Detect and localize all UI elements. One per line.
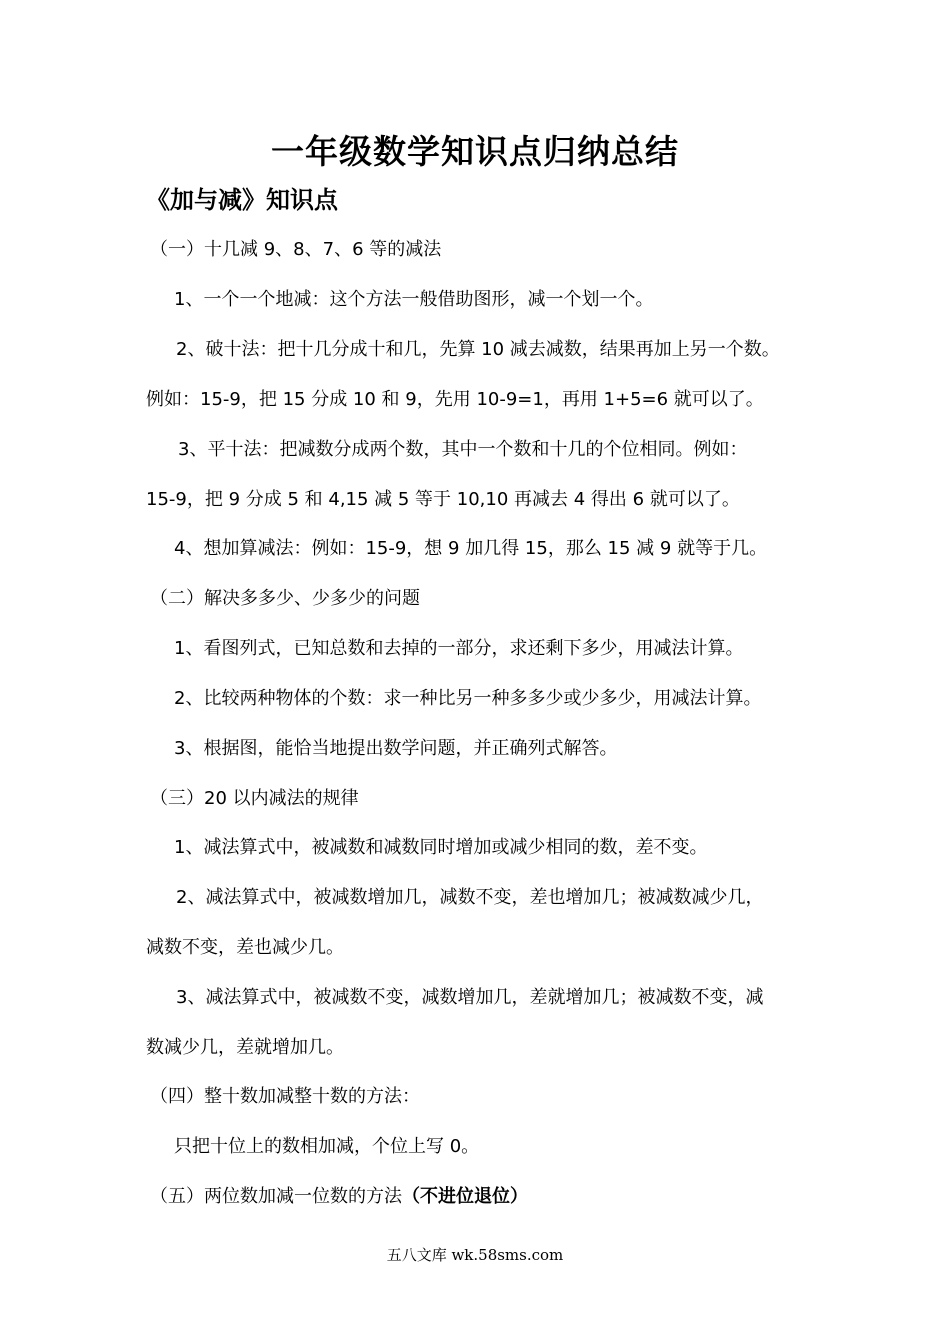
subsection-heading-3: （三）20 以内减法的规律 — [150, 788, 359, 809]
paragraph-line: 只把十位上的数相加减，个位上写 0。 — [174, 1136, 480, 1157]
subsection-heading-5-note: （不进位退位） — [402, 1186, 528, 1207]
footer-watermark: 五八文库 wk.58sms.com — [386, 1246, 564, 1264]
paragraph-line: 3、减法算式中，被减数不变，减数增加几，差就增加几；被减数不变，减 — [176, 987, 764, 1008]
paragraph-line: 3、平十法：把减数分成两个数，其中一个数和十几的个位相同。例如： — [178, 439, 748, 460]
paragraph-line: 1、减法算式中，被减数和减数同时增加或减少相同的数，差不变。 — [174, 837, 708, 858]
section-title: 《加与减》知识点 — [146, 186, 338, 214]
paragraph-line: 减数不变，差也减少几。 — [146, 937, 344, 958]
paragraph-line: 15-9，把 9 分成 5 和 4,15 减 5 等于 10,10 再减去 4 得出 6 就可以了。 — [146, 489, 740, 510]
page-title: 一年级数学知识点归纳总结 — [271, 132, 679, 171]
paragraph-line: 例如：15-9，把 15 分成 10 和 9，先用 10-9=1，再用 1+5=6 就可以了。 — [146, 389, 764, 410]
subsection-heading-5 — [150, 1183, 528, 1211]
subsection-heading-2: （二）解决多多少、少多少的问题 — [150, 588, 420, 609]
subsection-heading-4: （四）整十数加减整十数的方法： — [150, 1086, 420, 1107]
paragraph-line: 4、想加算减法：例如：15-9，想 9 加几得 15，那么 15 减 9 就等于几。 — [174, 538, 768, 559]
paragraph-line: 1、一个一个地减：这个方法一般借助图形，减一个划一个。 — [174, 289, 654, 310]
paragraph-line: 2、比较两种物体的个数：求一种比另一种多多少或少多少，用减法计算。 — [174, 688, 762, 709]
paragraph-line: 数减少几，差就增加几。 — [146, 1037, 344, 1058]
subsection-heading-1: （一）十几减 9、8、7、6 等的减法 — [150, 239, 442, 260]
paragraph-line: 3、根据图，能恰当地提出数学问题，并正确列式解答。 — [174, 738, 618, 759]
paragraph-line: 2、破十法：把十几分成十和几，先算 10 减去减数，结果再加上另一个数。 — [176, 339, 780, 360]
paragraph-line: 1、看图列式，已知总数和去掉的一部分，求还剩下多少，用减法计算。 — [174, 638, 744, 659]
paragraph-line: 2、减法算式中，被减数增加几，减数不变，差也增加几；被减数减少几， — [176, 887, 764, 908]
subsection-heading-5-text: （五）两位数加减一位数的方法 — [150, 1186, 402, 1207]
